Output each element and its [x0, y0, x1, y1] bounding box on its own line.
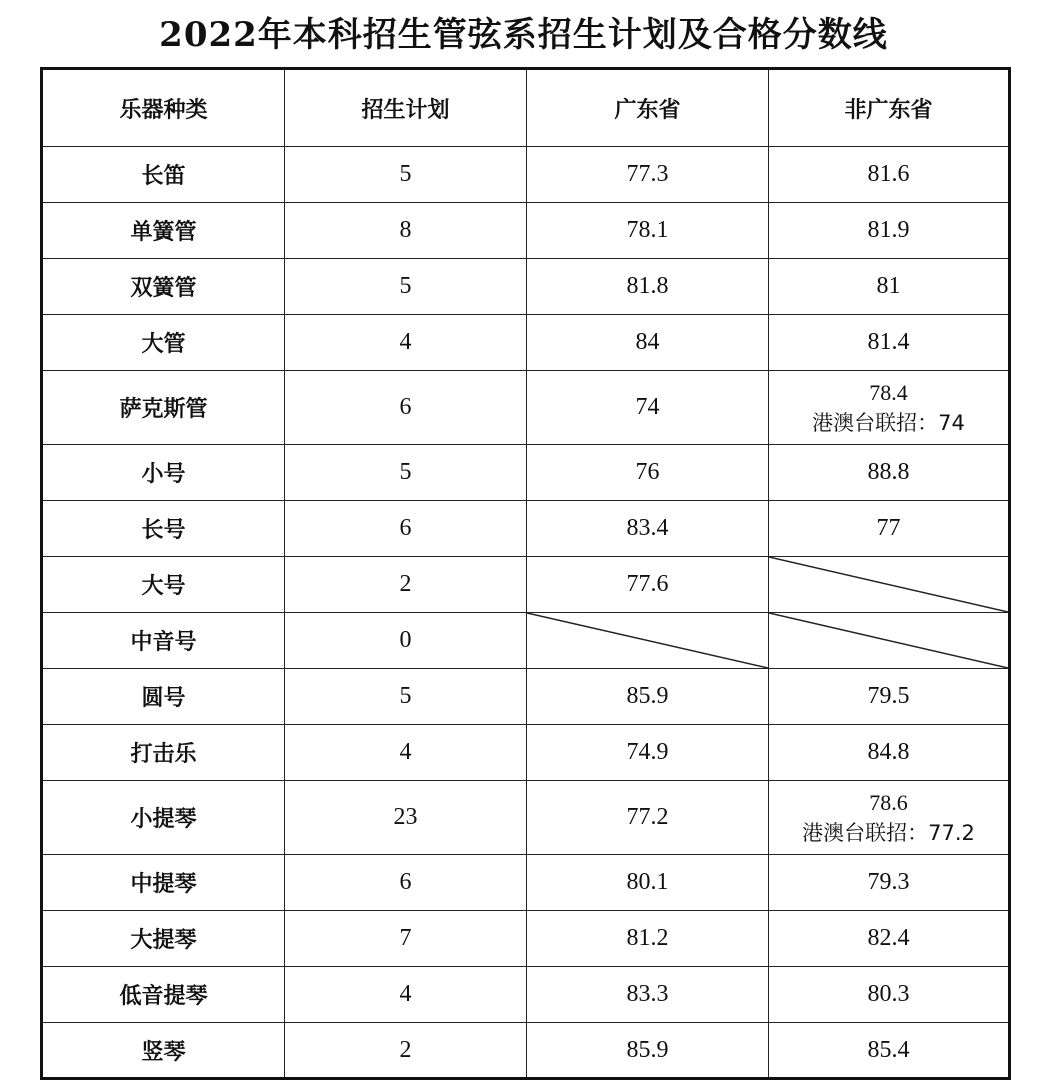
cell-plan: 2 — [285, 557, 527, 613]
diagonal-slash-icon — [769, 557, 1008, 612]
joint-enrollment-note: 港澳台联招：74 — [812, 410, 965, 435]
cell-plan: 0 — [285, 613, 527, 669]
cell-instrument: 大管 — [42, 315, 285, 371]
diagonal-slash-icon — [769, 613, 1008, 668]
cell-plan: 23 — [285, 781, 527, 855]
header-instrument: 乐器种类 — [42, 69, 285, 147]
cell-non-guangdong: 85.4 — [769, 1023, 1010, 1079]
cell-instrument: 打击乐 — [42, 725, 285, 781]
cell-plan: 5 — [285, 669, 527, 725]
cell-plan: 4 — [285, 315, 527, 371]
cell-guangdong: 77.3 — [527, 147, 769, 203]
table-row — [42, 147, 1010, 203]
cell-guangdong: 83.4 — [527, 501, 769, 557]
score-value: 78.4 — [869, 379, 908, 405]
cell-non-guangdong: 80.3 — [769, 967, 1010, 1023]
table-row — [42, 669, 1010, 725]
cell-non-guangdong: 81.4 — [769, 315, 1010, 371]
table-row — [42, 557, 1010, 613]
cell-plan: 4 — [285, 725, 527, 781]
cell-non-guangdong — [769, 371, 1010, 445]
cell-plan: 8 — [285, 203, 527, 259]
cell-instrument: 中音号 — [42, 613, 285, 669]
cell-instrument: 大提琴 — [42, 911, 285, 967]
header-non-guangdong: 非广东省 — [769, 69, 1010, 147]
cell-guangdong: 85.9 — [527, 1023, 769, 1079]
cell-guangdong: 81.8 — [527, 259, 769, 315]
table-row — [42, 259, 1010, 315]
table-row — [42, 613, 1010, 669]
cell-plan: 7 — [285, 911, 527, 967]
cell-plan: 5 — [285, 147, 527, 203]
cell-guangdong: 85.9 — [527, 669, 769, 725]
cell-guangdong: 76 — [527, 445, 769, 501]
joint-enrollment-note: 港澳台联招：77.2 — [802, 820, 975, 845]
cell-instrument: 萨克斯管 — [42, 371, 285, 445]
cell-instrument: 圆号 — [42, 669, 285, 725]
cell-non-guangdong: 81.6 — [769, 147, 1010, 203]
header-plan: 招生计划 — [285, 69, 527, 147]
cell-plan: 4 — [285, 967, 527, 1023]
cell-instrument: 小提琴 — [42, 781, 285, 855]
cell-non-guangdong: 82.4 — [769, 911, 1010, 967]
cell-guangdong: 80.1 — [527, 855, 769, 911]
cell-plan: 6 — [285, 855, 527, 911]
diagonal-slash-icon — [527, 613, 768, 668]
cell-guangdong: 74 — [527, 371, 769, 445]
cell-non-guangdong: 81.9 — [769, 203, 1010, 259]
table-row — [42, 725, 1010, 781]
cell-plan: 5 — [285, 259, 527, 315]
table-row — [42, 203, 1010, 259]
cell-non-guangdong-empty — [769, 613, 1010, 669]
cell-plan: 2 — [285, 1023, 527, 1079]
table-row — [42, 911, 1010, 967]
table-row — [42, 1023, 1010, 1079]
cell-non-guangdong: 84.8 — [769, 725, 1010, 781]
cell-instrument: 低音提琴 — [42, 967, 285, 1023]
cell-guangdong: 78.1 — [527, 203, 769, 259]
cell-non-guangdong-empty — [769, 557, 1010, 613]
table-row — [42, 501, 1010, 557]
cell-non-guangdong: 79.5 — [769, 669, 1010, 725]
score-value: 78.6 — [869, 789, 908, 815]
cell-instrument: 长笛 — [42, 147, 285, 203]
table-row — [42, 371, 1010, 445]
cell-guangdong: 77.6 — [527, 557, 769, 613]
cell-instrument: 中提琴 — [42, 855, 285, 911]
cell-instrument: 小号 — [42, 445, 285, 501]
cell-guangdong-empty — [527, 613, 769, 669]
cell-instrument: 长号 — [42, 501, 285, 557]
table-body — [42, 147, 1010, 1079]
cell-guangdong: 83.3 — [527, 967, 769, 1023]
cell-guangdong: 81.2 — [527, 911, 769, 967]
table-header-row — [42, 69, 1010, 147]
cell-non-guangdong: 88.8 — [769, 445, 1010, 501]
cell-plan: 6 — [285, 501, 527, 557]
score-table — [40, 67, 1011, 1080]
table-row — [42, 855, 1010, 911]
table-row — [42, 967, 1010, 1023]
cell-guangdong: 77.2 — [527, 781, 769, 855]
cell-guangdong: 84 — [527, 315, 769, 371]
table-row — [42, 445, 1010, 501]
cell-non-guangdong: 81 — [769, 259, 1010, 315]
table-row — [42, 781, 1010, 855]
cell-non-guangdong: 77 — [769, 501, 1010, 557]
cell-non-guangdong — [769, 781, 1010, 855]
cell-instrument: 竖琴 — [42, 1023, 285, 1079]
page-title: 2022年本科招生管弦系招生计划及合格分数线 — [159, 15, 888, 55]
cell-instrument: 大号 — [42, 557, 285, 613]
table-row — [42, 315, 1010, 371]
cell-non-guangdong: 79.3 — [769, 855, 1010, 911]
cell-instrument: 单簧管 — [42, 203, 285, 259]
cell-instrument: 双簧管 — [42, 259, 285, 315]
cell-plan: 5 — [285, 445, 527, 501]
cell-plan: 6 — [285, 371, 527, 445]
cell-guangdong: 74.9 — [527, 725, 769, 781]
header-guangdong: 广东省 — [527, 69, 769, 147]
